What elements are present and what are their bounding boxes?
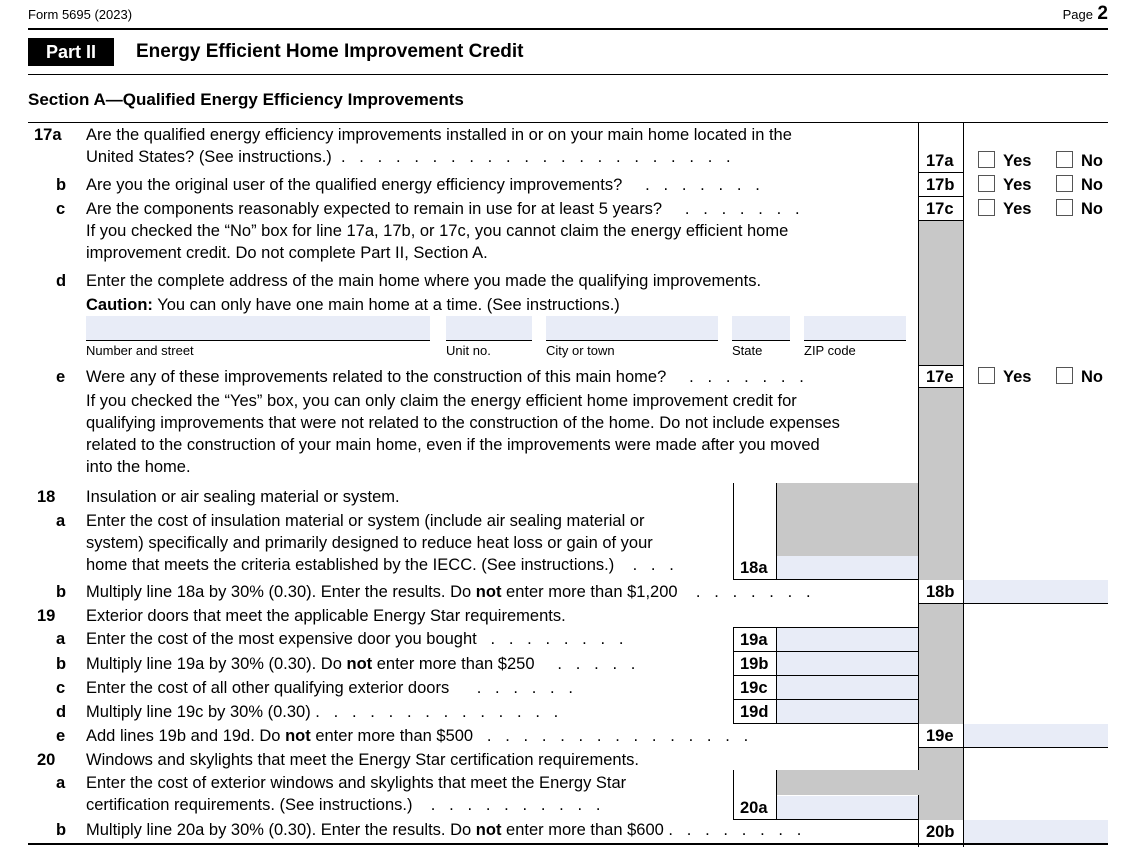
- page-number: Page 2: [1062, 3, 1108, 24]
- line-17c-note-2: improvement credit. Do not complete Part II, Section A.: [86, 244, 488, 262]
- line-19b-input[interactable]: [777, 652, 918, 675]
- line-19d-input[interactable]: [777, 700, 918, 723]
- line-18b-input[interactable]: [964, 580, 1108, 603]
- 17b-no-checkbox[interactable]: [1056, 175, 1073, 192]
- header-rule: [28, 28, 1108, 30]
- line-17c-text: Are the components reasonably expected to remain in use for at least 5 years?: [86, 200, 662, 218]
- line-18a-input[interactable]: [777, 556, 918, 579]
- address-zip-label: ZIP code: [804, 343, 856, 358]
- 17a-yes-checkbox[interactable]: [978, 151, 995, 168]
- section-a-title: Section A—Qualified Energy Efficiency Improvements: [28, 90, 464, 109]
- line-17d-caution: Caution: You can only have one main home at a time. (See instructions.): [86, 296, 620, 314]
- 17a-yes-label: Yes: [1003, 152, 1032, 170]
- part-badge: Part II: [28, 38, 114, 66]
- 17e-no-checkbox[interactable]: [1056, 367, 1073, 384]
- line-20b-input[interactable]: [964, 820, 1108, 843]
- line-17c-note-1: If you checked the “No” box for line 17a, 17b, or 17c, you cannot claim the energy efficient home: [86, 222, 789, 240]
- address-street-input[interactable]: [86, 316, 430, 340]
- address-street-label: Number and street: [86, 343, 194, 358]
- part-title: Energy Efficient Home Improvement Credit: [136, 41, 524, 62]
- line-17b-label: 17b: [926, 176, 955, 194]
- line-20a-label: 20a: [740, 799, 768, 817]
- line-20b-label: 20b: [926, 823, 955, 841]
- form-id: Form 5695 (2023): [28, 7, 133, 22]
- address-state-input[interactable]: [732, 316, 790, 340]
- 17a-no-checkbox[interactable]: [1056, 151, 1073, 168]
- address-city-label: City or town: [546, 343, 615, 358]
- 17c-no-checkbox[interactable]: [1056, 199, 1073, 216]
- line-17e-label: 17e: [926, 368, 954, 386]
- 17c-yes-checkbox[interactable]: [978, 199, 995, 216]
- address-state-label: State: [732, 343, 763, 358]
- line-17a-num: 17a: [34, 126, 62, 144]
- line-18b-label: 18b: [926, 583, 955, 601]
- line-17a-label: 17a: [926, 152, 954, 170]
- line-17e-text: Were any of these improvements related to the construction of this main home?: [86, 368, 667, 386]
- line-17a-text-2: United States? (See instructions.): [86, 148, 332, 166]
- address-unit-input[interactable]: [446, 316, 532, 340]
- line-20a-input[interactable]: [777, 796, 918, 819]
- address-unit-label: Unit no.: [446, 343, 491, 358]
- 17a-no-label: No: [1081, 152, 1103, 170]
- line-19c-input[interactable]: [777, 676, 918, 699]
- line-17c-label: 17c: [926, 200, 954, 218]
- 17b-yes-checkbox[interactable]: [978, 175, 995, 192]
- line-19e-input[interactable]: [964, 724, 1108, 747]
- address-zip-input[interactable]: [804, 316, 906, 340]
- 17e-yes-checkbox[interactable]: [978, 367, 995, 384]
- line-18a-label: 18a: [740, 559, 768, 577]
- line-17b-text: Are you the original user of the qualified energy efficiency improvements?: [86, 176, 623, 194]
- address-city-input[interactable]: [546, 316, 718, 340]
- line-17d-text: Enter the complete address of the main home where you made the qualifying improvements.: [86, 272, 762, 290]
- line-18-title: Insulation or air sealing material or system.: [86, 488, 400, 506]
- line-19e-label: 19e: [926, 727, 954, 745]
- line-17a-text-1: Are the qualified energy efficiency improvements installed in or on your main home located in the: [86, 126, 792, 144]
- line-19a-input[interactable]: [777, 628, 918, 651]
